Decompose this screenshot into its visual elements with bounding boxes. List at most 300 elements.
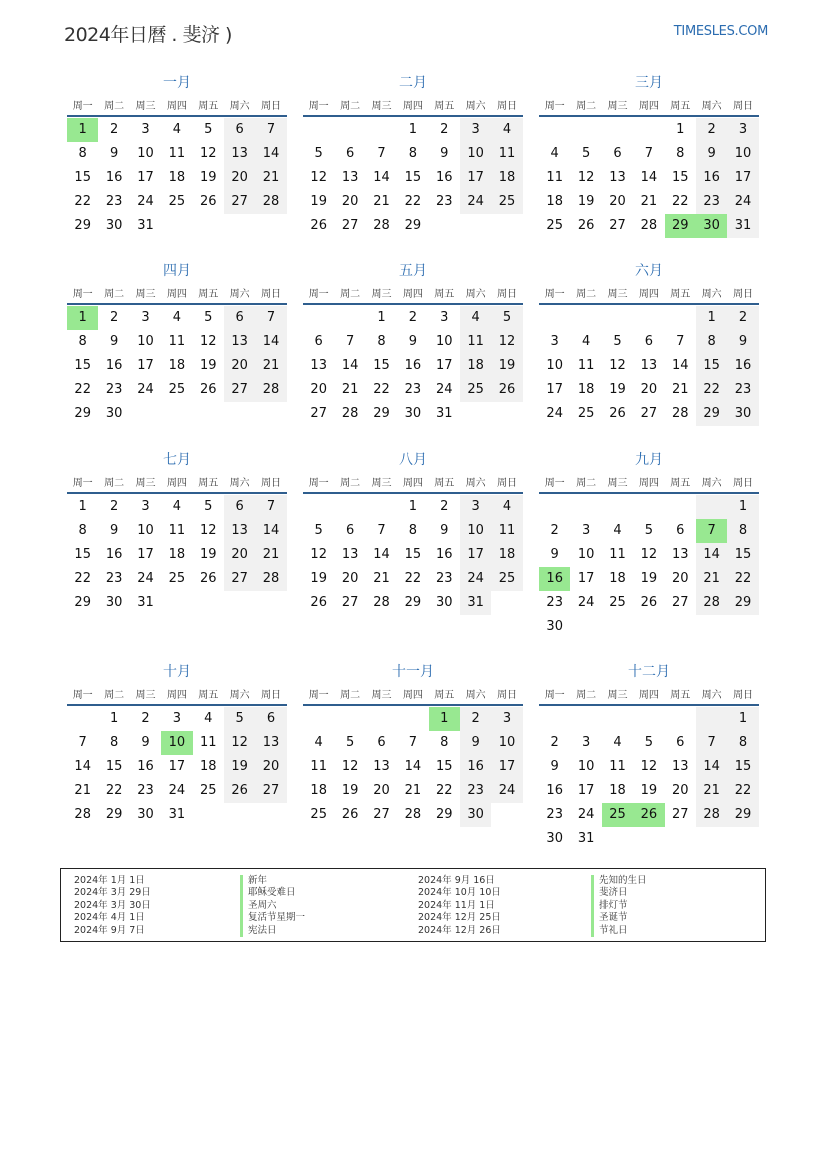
day-cell[interactable]: 14 [255,330,286,354]
day-cell[interactable]: 8 [109,735,119,750]
day-cell[interactable]: 30 [460,803,491,827]
day-cell[interactable]: 17 [460,543,491,567]
day-cell[interactable]: 26 [224,779,255,803]
day-cell[interactable]: 8 [727,519,758,543]
day-cell[interactable]: 16 [137,759,154,774]
day-cell[interactable]: 25 [168,382,186,397]
day-cell[interactable]: 4 [172,310,181,325]
day-cell[interactable]: 25 [310,807,327,822]
day-cell[interactable]: 7 [696,519,727,543]
day-cell[interactable]: 24 [460,567,491,591]
day-cell[interactable]: 23 [727,378,758,402]
day-cell[interactable]: 1 [696,306,727,330]
day-cell[interactable]: 12 [640,547,658,562]
day-cell[interactable]: 15 [74,547,91,562]
day-cell[interactable]: 4 [172,499,181,514]
day-cell[interactable]: 4 [204,711,213,726]
day-cell[interactable]: 22 [404,571,422,586]
day-cell[interactable]: 14 [671,358,689,373]
day-cell[interactable]: 6 [224,118,255,142]
day-cell[interactable]: 3 [141,499,150,514]
day-cell[interactable]: 25 [491,190,522,214]
day-cell[interactable]: 26 [310,218,327,233]
day-cell[interactable]: 29 [665,214,696,238]
day-cell[interactable]: 15 [105,759,123,774]
day-cell[interactable]: 22 [404,194,422,209]
day-cell[interactable]: 8 [696,330,727,354]
day-cell[interactable]: 29 [727,591,758,615]
day-cell[interactable]: 27 [224,567,255,591]
day-cell[interactable]: 20 [255,755,286,779]
day-cell[interactable]: 21 [255,166,286,190]
day-cell[interactable]: 22 [435,783,453,798]
day-cell[interactable]: 10 [161,731,192,755]
day-cell[interactable]: 6 [613,146,622,161]
day-cell[interactable]: 18 [460,354,491,378]
day-cell[interactable]: 2 [109,122,119,137]
day-cell[interactable]: 13 [373,759,390,774]
day-cell[interactable]: 29 [74,218,91,233]
day-cell[interactable]: 6 [255,707,286,731]
day-cell[interactable]: 3 [491,707,522,731]
day-cell[interactable]: 23 [105,571,123,586]
day-cell[interactable]: 29 [74,406,91,421]
day-cell[interactable]: 1 [429,707,460,731]
day-cell[interactable]: 2 [109,499,119,514]
day-cell[interactable]: 5 [613,334,622,349]
day-cell[interactable]: 12 [310,547,327,562]
day-cell[interactable]: 27 [224,378,255,402]
day-cell[interactable]: 2 [550,735,559,750]
day-cell[interactable]: 13 [224,519,255,543]
day-cell[interactable]: 18 [168,170,186,185]
day-cell[interactable]: 26 [199,382,217,397]
day-cell[interactable]: 5 [314,146,323,161]
day-cell[interactable]: 11 [577,358,595,373]
day-cell[interactable]: 30 [546,831,563,846]
day-cell[interactable]: 7 [676,334,685,349]
day-cell[interactable]: 4 [314,735,323,750]
day-cell[interactable]: 24 [460,190,491,214]
day-cell[interactable]: 3 [440,310,449,325]
day-cell[interactable]: 20 [671,783,689,798]
day-cell[interactable]: 9 [550,547,559,562]
day-cell[interactable]: 22 [696,378,727,402]
day-cell[interactable]: 27 [640,406,658,421]
day-cell[interactable]: 19 [341,783,359,798]
day-cell[interactable]: 15 [435,759,453,774]
day-cell[interactable]: 7 [377,146,386,161]
day-cell[interactable]: 5 [581,146,591,161]
day-cell[interactable]: 12 [224,731,255,755]
day-cell[interactable]: 27 [341,218,359,233]
day-cell[interactable]: 10 [137,334,154,349]
day-cell[interactable]: 31 [435,406,453,421]
day-cell[interactable]: 7 [644,146,653,161]
day-cell[interactable]: 9 [141,735,150,750]
day-cell[interactable]: 5 [644,735,653,750]
day-cell[interactable]: 11 [546,170,563,185]
day-cell[interactable]: 29 [105,807,123,822]
day-cell[interactable]: 30 [546,619,563,634]
day-cell[interactable]: 21 [74,783,91,798]
day-cell[interactable]: 4 [581,334,591,349]
day-cell[interactable]: 14 [696,755,727,779]
day-cell[interactable]: 22 [727,567,758,591]
day-cell[interactable]: 11 [491,142,522,166]
day-cell[interactable]: 31 [137,595,154,610]
day-cell[interactable]: 20 [341,194,359,209]
day-cell[interactable]: 24 [435,382,453,397]
day-cell[interactable]: 15 [74,170,91,185]
day-cell[interactable]: 1 [676,122,685,137]
day-cell[interactable]: 14 [640,170,658,185]
day-cell[interactable]: 12 [491,330,522,354]
day-cell[interactable]: 10 [546,358,563,373]
day-cell[interactable]: 2 [109,310,119,325]
day-cell[interactable]: 11 [168,146,186,161]
day-cell[interactable]: 3 [581,523,591,538]
day-cell[interactable]: 10 [491,731,522,755]
day-cell[interactable]: 21 [671,382,689,397]
day-cell[interactable]: 20 [224,543,255,567]
day-cell[interactable]: 27 [609,218,626,233]
day-cell[interactable]: 24 [137,382,154,397]
day-cell[interactable]: 10 [577,547,595,562]
day-cell[interactable]: 23 [546,595,563,610]
day-cell[interactable]: 23 [435,194,453,209]
day-cell[interactable]: 6 [644,334,653,349]
day-cell[interactable]: 23 [404,382,422,397]
day-cell[interactable]: 23 [546,807,563,822]
day-cell[interactable]: 6 [314,334,323,349]
day-cell[interactable]: 12 [199,334,217,349]
day-cell[interactable]: 22 [74,571,91,586]
day-cell[interactable]: 19 [199,547,217,562]
day-cell[interactable]: 26 [199,194,217,209]
day-cell[interactable]: 22 [74,382,91,397]
day-cell[interactable]: 2 [460,707,491,731]
day-cell[interactable]: 21 [255,543,286,567]
day-cell[interactable]: 24 [137,194,154,209]
day-cell[interactable]: 8 [377,334,386,349]
day-cell[interactable]: 25 [168,571,186,586]
day-cell[interactable]: 10 [727,142,758,166]
day-cell[interactable]: 31 [168,807,186,822]
day-cell[interactable]: 8 [727,731,758,755]
day-cell[interactable]: 9 [727,330,758,354]
day-cell[interactable]: 24 [546,406,563,421]
day-cell[interactable]: 5 [491,306,522,330]
day-cell[interactable]: 25 [199,783,217,798]
day-cell[interactable]: 3 [460,118,491,142]
day-cell[interactable]: 13 [609,170,626,185]
day-cell[interactable]: 18 [491,543,522,567]
day-cell[interactable]: 11 [310,759,327,774]
day-cell[interactable]: 3 [550,334,559,349]
day-cell[interactable]: 17 [460,166,491,190]
day-cell[interactable]: 16 [460,755,491,779]
day-cell[interactable]: 8 [440,735,449,750]
day-cell[interactable]: 27 [341,595,359,610]
day-cell[interactable]: 4 [613,523,622,538]
day-cell[interactable]: 26 [491,378,522,402]
day-cell[interactable]: 16 [105,170,123,185]
day-cell[interactable]: 22 [727,779,758,803]
day-cell[interactable]: 29 [696,402,727,426]
day-cell[interactable]: 30 [696,214,727,238]
day-cell[interactable]: 14 [255,142,286,166]
day-cell[interactable]: 3 [141,122,150,137]
day-cell[interactable]: 15 [373,358,390,373]
day-cell[interactable]: 6 [224,306,255,330]
day-cell[interactable]: 28 [404,807,422,822]
day-cell[interactable]: 20 [310,382,327,397]
day-cell[interactable]: 16 [435,547,453,562]
day-cell[interactable]: 27 [671,807,689,822]
day-cell[interactable]: 17 [137,170,154,185]
day-cell[interactable]: 8 [408,523,417,538]
day-cell[interactable]: 21 [696,567,727,591]
day-cell[interactable]: 10 [137,523,154,538]
day-cell[interactable]: 7 [377,523,386,538]
day-cell[interactable]: 17 [137,547,154,562]
day-cell[interactable]: 12 [609,358,626,373]
day-cell[interactable]: 22 [105,783,123,798]
day-cell[interactable]: 13 [671,759,689,774]
day-cell[interactable]: 3 [141,310,150,325]
day-cell[interactable]: 1 [727,495,758,519]
day-cell[interactable]: 26 [341,807,359,822]
day-cell[interactable]: 12 [640,759,658,774]
day-cell[interactable]: 1 [78,499,87,514]
day-cell[interactable]: 9 [440,146,449,161]
day-cell[interactable]: 15 [74,358,91,373]
day-cell[interactable]: 6 [676,735,685,750]
day-cell[interactable]: 26 [609,406,626,421]
day-cell[interactable]: 26 [633,803,664,827]
day-cell[interactable]: 19 [577,194,595,209]
day-cell[interactable]: 7 [255,495,286,519]
day-cell[interactable]: 29 [727,803,758,827]
day-cell[interactable]: 29 [404,218,422,233]
day-cell[interactable]: 27 [373,807,390,822]
day-cell[interactable]: 28 [341,406,359,421]
day-cell[interactable]: 20 [640,382,658,397]
day-cell[interactable]: 17 [491,755,522,779]
day-cell[interactable]: 28 [255,190,286,214]
day-cell[interactable]: 16 [696,166,727,190]
day-cell[interactable]: 27 [310,406,327,421]
day-cell[interactable]: 10 [460,142,491,166]
day-cell[interactable]: 23 [105,382,123,397]
day-cell[interactable]: 21 [255,354,286,378]
day-cell[interactable]: 2 [440,122,449,137]
day-cell[interactable]: 19 [609,382,626,397]
day-cell[interactable]: 1 [727,707,758,731]
day-cell[interactable]: 20 [224,166,255,190]
day-cell[interactable]: 18 [609,783,626,798]
day-cell[interactable]: 12 [341,759,359,774]
day-cell[interactable]: 29 [404,595,422,610]
day-cell[interactable]: 18 [310,783,327,798]
day-cell[interactable]: 1 [67,118,98,142]
day-cell[interactable]: 13 [640,358,658,373]
day-cell[interactable]: 6 [676,523,685,538]
day-cell[interactable]: 9 [460,731,491,755]
day-cell[interactable]: 28 [640,218,658,233]
day-cell[interactable]: 1 [377,310,386,325]
day-cell[interactable]: 4 [613,735,622,750]
day-cell[interactable]: 9 [550,759,559,774]
day-cell[interactable]: 2 [727,306,758,330]
day-cell[interactable]: 19 [224,755,255,779]
day-cell[interactable]: 17 [435,358,453,373]
day-cell[interactable]: 11 [460,330,491,354]
day-cell[interactable]: 24 [577,807,595,822]
day-cell[interactable]: 29 [435,807,453,822]
day-cell[interactable]: 11 [609,547,626,562]
day-cell[interactable]: 19 [199,170,217,185]
day-cell[interactable]: 31 [460,591,491,615]
day-cell[interactable]: 14 [341,358,359,373]
day-cell[interactable]: 24 [577,595,595,610]
day-cell[interactable]: 11 [609,759,626,774]
day-cell[interactable]: 1 [408,122,417,137]
day-cell[interactable]: 4 [460,306,491,330]
day-cell[interactable]: 27 [255,779,286,803]
day-cell[interactable]: 7 [408,735,417,750]
day-cell[interactable]: 18 [199,759,217,774]
day-cell[interactable]: 21 [341,382,359,397]
day-cell[interactable]: 17 [577,571,595,586]
day-cell[interactable]: 4 [491,118,522,142]
day-cell[interactable]: 30 [105,218,123,233]
day-cell[interactable]: 11 [491,519,522,543]
day-cell[interactable]: 18 [168,358,186,373]
day-cell[interactable]: 21 [373,194,390,209]
day-cell[interactable]: 11 [168,523,186,538]
day-cell[interactable]: 28 [255,378,286,402]
day-cell[interactable]: 3 [172,711,181,726]
day-cell[interactable]: 8 [676,146,685,161]
day-cell[interactable]: 7 [255,118,286,142]
day-cell[interactable]: 14 [696,543,727,567]
day-cell[interactable]: 13 [224,142,255,166]
day-cell[interactable]: 4 [172,122,181,137]
day-cell[interactable]: 6 [224,495,255,519]
day-cell[interactable]: 31 [727,214,758,238]
day-cell[interactable]: 11 [168,334,186,349]
day-cell[interactable]: 14 [373,170,390,185]
day-cell[interactable]: 18 [491,166,522,190]
day-cell[interactable]: 25 [491,567,522,591]
day-cell[interactable]: 26 [199,571,217,586]
day-cell[interactable]: 16 [546,783,563,798]
day-cell[interactable]: 19 [310,571,327,586]
day-cell[interactable]: 7 [696,731,727,755]
day-cell[interactable]: 20 [224,354,255,378]
day-cell[interactable]: 26 [577,218,595,233]
day-cell[interactable]: 8 [408,146,417,161]
day-cell[interactable]: 9 [440,523,449,538]
day-cell[interactable]: 28 [74,807,91,822]
day-cell[interactable]: 23 [105,194,123,209]
day-cell[interactable]: 17 [727,166,758,190]
day-cell[interactable]: 15 [727,543,758,567]
day-cell[interactable]: 9 [408,334,417,349]
day-cell[interactable]: 31 [137,218,154,233]
day-cell[interactable]: 25 [460,378,491,402]
day-cell[interactable]: 8 [78,523,87,538]
day-cell[interactable]: 5 [224,707,255,731]
day-cell[interactable]: 18 [609,571,626,586]
day-cell[interactable]: 12 [577,170,595,185]
day-cell[interactable]: 18 [577,382,595,397]
day-cell[interactable]: 9 [109,523,119,538]
day-cell[interactable]: 26 [640,595,658,610]
day-cell[interactable]: 30 [137,807,154,822]
day-cell[interactable]: 7 [78,735,87,750]
day-cell[interactable]: 25 [602,803,633,827]
site-logo[interactable]: TIMESLES.COM [673,24,768,39]
day-cell[interactable]: 17 [577,783,595,798]
day-cell[interactable]: 5 [314,523,323,538]
day-cell[interactable]: 1 [109,711,119,726]
day-cell[interactable]: 22 [373,382,390,397]
day-cell[interactable]: 8 [78,146,87,161]
day-cell[interactable]: 10 [137,146,154,161]
day-cell[interactable]: 16 [404,358,422,373]
day-cell[interactable]: 15 [696,354,727,378]
day-cell[interactable]: 27 [224,190,255,214]
day-cell[interactable]: 24 [491,779,522,803]
day-cell[interactable]: 13 [224,330,255,354]
day-cell[interactable]: 5 [345,735,355,750]
day-cell[interactable]: 15 [404,547,422,562]
day-cell[interactable]: 9 [109,146,119,161]
day-cell[interactable]: 16 [105,547,123,562]
day-cell[interactable]: 23 [696,190,727,214]
day-cell[interactable]: 2 [550,523,559,538]
day-cell[interactable]: 14 [255,519,286,543]
day-cell[interactable]: 15 [404,170,422,185]
day-cell[interactable]: 5 [644,523,653,538]
day-cell[interactable]: 25 [577,406,595,421]
day-cell[interactable]: 9 [109,334,119,349]
day-cell[interactable]: 18 [546,194,563,209]
day-cell[interactable]: 14 [74,759,91,774]
day-cell[interactable]: 22 [671,194,689,209]
day-cell[interactable]: 30 [105,595,123,610]
day-cell[interactable]: 28 [696,591,727,615]
day-cell[interactable]: 14 [373,547,390,562]
day-cell[interactable]: 20 [671,571,689,586]
day-cell[interactable]: 12 [199,146,217,161]
day-cell[interactable]: 30 [404,406,422,421]
day-cell[interactable]: 2 [696,118,727,142]
day-cell[interactable]: 2 [440,499,449,514]
day-cell[interactable]: 28 [696,803,727,827]
day-cell[interactable]: 21 [373,571,390,586]
day-cell[interactable]: 5 [204,122,213,137]
day-cell[interactable]: 25 [609,595,626,610]
day-cell[interactable]: 10 [435,334,453,349]
day-cell[interactable]: 11 [199,735,217,750]
day-cell[interactable]: 14 [404,759,422,774]
day-cell[interactable]: 1 [408,499,417,514]
day-cell[interactable]: 13 [671,547,689,562]
